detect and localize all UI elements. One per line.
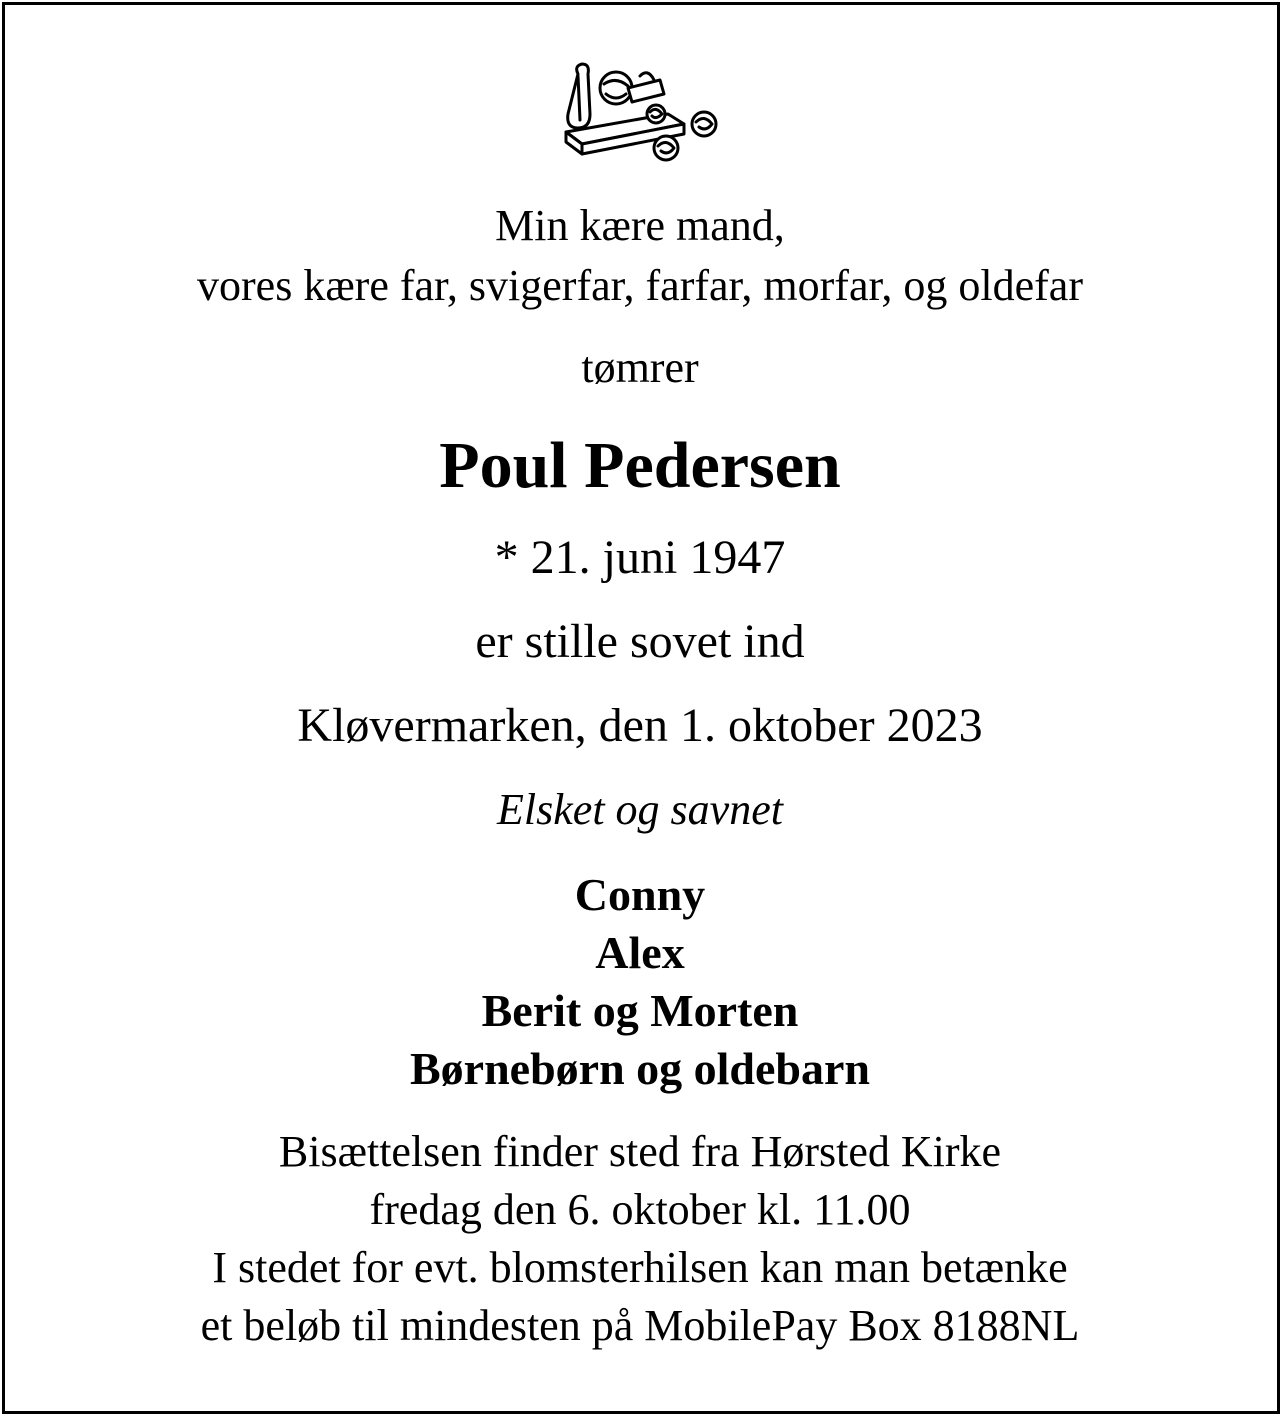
passed-text: er stille sovet ind — [475, 615, 805, 668]
funeral-line-1: Bisættelsen finder sted fra Hørsted Kirke — [278, 1127, 1002, 1176]
family-member: Børnebørn og oldebarn — [409, 1043, 871, 1094]
place-and-date: Kløvermarken, den 1. oktober 2023 — [297, 699, 983, 752]
family-member: Berit og Morten — [481, 985, 799, 1036]
family-member: Alex — [595, 927, 685, 978]
birth-date: * 21. juni 1947 — [494, 531, 786, 584]
intro-line-2: vores kære far, svigerfar, farfar, morfar, og oldefar — [197, 261, 1083, 310]
funeral-line-3: I stedet for evt. blomsterhilsen kan man betænke — [212, 1243, 1068, 1292]
family-member: Conny — [574, 869, 706, 920]
intro-line-1: Min kære mand, — [495, 201, 785, 250]
deceased-name: Poul Pedersen — [439, 429, 841, 502]
funeral-line-4: et beløb til mindesten på MobilePay Box 8188NL — [200, 1301, 1080, 1350]
funeral-line-2: fredag den 6. oktober kl. 11.00 — [369, 1185, 911, 1234]
profession: tømrer — [581, 343, 699, 392]
tagline: Elsket og savnet — [497, 785, 783, 834]
carpenter-tools-icon — [556, 54, 726, 164]
